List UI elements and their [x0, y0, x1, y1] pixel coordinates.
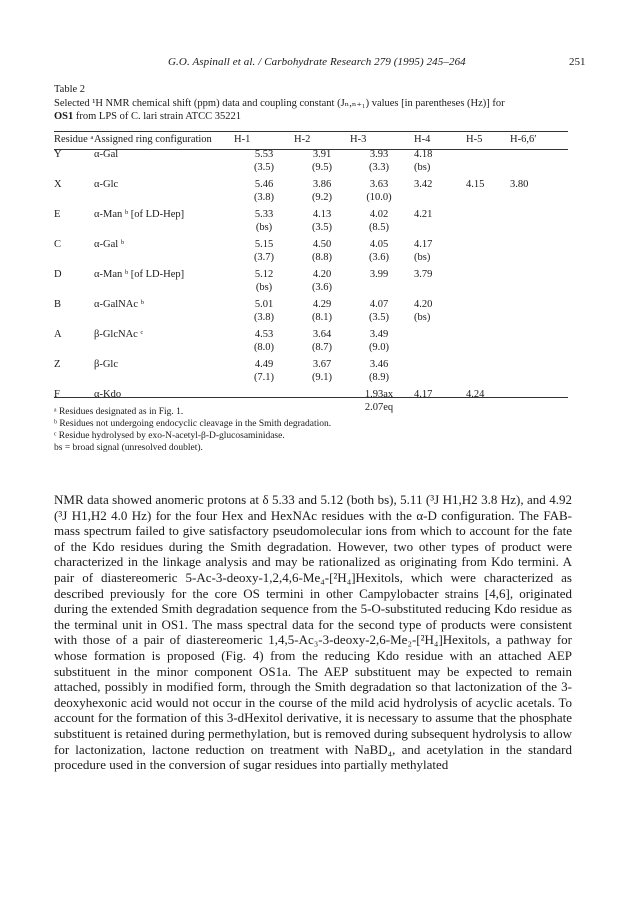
coupling-cell: [510, 222, 568, 235]
shift-cell: 5.33: [254, 209, 274, 220]
coupling-cell: [408, 222, 466, 235]
table-row-coupling: [54, 342, 568, 355]
residue-cell: A: [54, 329, 62, 340]
shift-cell: 3.93: [369, 149, 389, 160]
footnote: bs = broad signal (unresolved doublet).: [54, 443, 203, 453]
coupling-cell: [408, 192, 466, 205]
shift-cell: 4.18: [414, 149, 433, 160]
shift-cell: 3.42: [414, 179, 433, 190]
coupling-cell: [466, 162, 510, 175]
col-header: H-2: [294, 134, 311, 145]
coupling-cell: 2.07eq: [364, 401, 394, 413]
coupling-cell: (10.0): [366, 191, 392, 203]
coupling-cell: [408, 402, 466, 415]
body-text: [54, 492, 572, 773]
coupling-cell: (bs): [255, 281, 273, 293]
coupling-cell: (8.1): [311, 311, 333, 323]
empty-cell: [54, 162, 94, 175]
coupling-cell: (3.8): [253, 311, 275, 323]
config-cell: α-Man ᵇ [of LD-Hep]: [94, 209, 185, 220]
coupling-cell: [510, 192, 568, 205]
config-cell: α-Kdo: [94, 389, 122, 400]
shift-cell: [466, 329, 510, 342]
coupling-cell: (3.6): [311, 281, 333, 293]
shift-cell: 3.64: [312, 329, 332, 340]
shift-cell: [466, 209, 510, 222]
table-row: [54, 269, 568, 282]
footnote: ᶜ Residue hydrolysed by exo-N-acetyl-β-D-glucosaminidase.: [54, 431, 285, 441]
col-header: H-3: [350, 134, 367, 145]
shift-cell: 4.17: [414, 389, 433, 400]
coupling-cell: [510, 252, 568, 265]
coupling-cell: (9.2): [311, 191, 333, 203]
table-bottom-rule: [54, 397, 568, 398]
shift-cell: [510, 209, 568, 222]
empty-cell: [94, 282, 234, 295]
coupling-cell: (8.5): [368, 221, 390, 233]
table-caption-bold: OS1: [54, 111, 74, 122]
shift-cell: [510, 299, 568, 312]
coupling-cell: (3.7): [253, 251, 275, 263]
empty-cell: [94, 312, 234, 325]
coupling-cell: (8.9): [368, 371, 390, 383]
shift-cell: 1.93ax: [364, 389, 394, 400]
shift-cell: 3.91: [312, 149, 332, 160]
coupling-cell: (bs): [414, 251, 431, 263]
empty-cell: [94, 342, 234, 355]
shift-cell: [294, 389, 350, 402]
table-row: [54, 329, 568, 342]
residue-cell: Y: [54, 149, 62, 160]
table-label: Table 2: [54, 84, 86, 95]
shift-cell: [510, 389, 568, 402]
col-header: H-6,6′: [510, 134, 537, 145]
coupling-cell: [466, 282, 510, 295]
shift-cell: 4.53: [254, 329, 274, 340]
running-title: G.O. Aspinall et al. / Carbohydrate Research 279 (1995) 245–264: [168, 56, 466, 68]
coupling-cell: (3.3): [368, 161, 390, 173]
shift-cell: 3.80: [510, 179, 529, 190]
shift-cell: [466, 149, 510, 162]
shift-cell: 4.02: [369, 209, 389, 220]
coupling-cell: (3.5): [368, 311, 390, 323]
shift-cell: 4.20: [414, 299, 433, 310]
table-row: [54, 149, 568, 162]
table-row-coupling: [54, 222, 568, 235]
table-row-coupling: [54, 192, 568, 205]
empty-cell: [54, 372, 94, 385]
shift-cell: 3.86: [312, 179, 332, 190]
empty-cell: [94, 192, 234, 205]
residue-cell: B: [54, 299, 62, 310]
empty-cell: [54, 222, 94, 235]
residue-cell: E: [54, 209, 61, 220]
coupling-cell: (8.8): [311, 251, 333, 263]
table-top-rule: [54, 131, 568, 132]
coupling-cell: (8.0): [253, 341, 275, 353]
shift-cell: 5.12: [254, 269, 274, 280]
col-header: H-5: [466, 134, 483, 145]
shift-cell: [466, 239, 510, 252]
shift-cell: 4.05: [369, 239, 389, 250]
empty-cell: [54, 252, 94, 265]
shift-cell: [408, 329, 466, 342]
coupling-cell: [466, 192, 510, 205]
shift-cell: 4.24: [466, 389, 485, 400]
shift-cell: 5.53: [254, 149, 274, 160]
shift-cell: [510, 269, 568, 282]
coupling-cell: (3.8): [253, 191, 275, 203]
shift-cell: 4.15: [466, 179, 485, 190]
table-row: [54, 299, 568, 312]
coupling-cell: [510, 342, 568, 355]
shift-cell: 3.63: [369, 179, 389, 190]
table-caption-line1: Selected ¹H NMR chemical shift (ppm) data and coupling constant (Jₙ,ₙ₊₁) values [in parentheses (Hz)] for: [54, 98, 505, 109]
shift-cell: 4.21: [414, 209, 433, 220]
coupling-cell: (3.5): [311, 221, 333, 233]
nmr-data-table: [54, 133, 568, 414]
col-header: Assigned ring configuration: [94, 134, 212, 145]
table-row-coupling: [54, 252, 568, 265]
coupling-cell: (9.0): [368, 341, 390, 353]
shift-cell: [510, 329, 568, 342]
coupling-cell: [466, 372, 510, 385]
coupling-cell: [510, 372, 568, 385]
coupling-cell: (bs): [255, 221, 273, 233]
config-cell: α-Gal: [94, 149, 119, 160]
empty-cell: [94, 252, 234, 265]
shift-cell: 3.79: [414, 269, 433, 280]
config-cell: β-GlcNAc ᶜ: [94, 329, 144, 340]
empty-cell: [54, 312, 94, 325]
shift-cell: [466, 359, 510, 372]
table-row: [54, 389, 568, 402]
table-caption-rest: from LPS of C. lari strain ATCC 35221: [73, 111, 241, 122]
shift-cell: 5.01: [254, 299, 274, 310]
table-caption-line2: [54, 110, 574, 123]
shift-cell: 5.46: [254, 179, 274, 190]
empty-cell: [54, 282, 94, 295]
body-paragraph: NMR data showed anomeric protons at δ 5.33 and 5.12 (both bs), 5.11 (³J H1,H2 3.8 Hz), and 4.92 (³J H1,H2 4.0 Hz) for the four Hex and HexNAc residues with the α-D configuration. The FAB-mass spectrum failed to give satisfactory pseudomolecular ions from which to account for the fate of the Kdo residues during the Smith degradation. However, two other types of product were characterized in the linkage analysis and may be rationalized as originating from Kdo termini. A pair of diastereomeric 5-Ac-3-deoxy-1,2,4,6-Me₄-[²H₄]Hexitols, which were characterized as described previously for the core OS termini in other Campylobacter strains [4,6], originated during the extended Smith degradation sequence from the 5-O-substituted reducing Kdo residue as the terminal unit in OS1. The mass spectral data for the second type of products were consistent with those of a pair of diastereomeric 1,4,5-Ac₃-3-deoxy-2,6-Me₂-[²H₄]Hexitols, a pathway for whose formation is proposed (Fig. 4) from the reducing Kdo residue with an attached AEP substituent in the minor component OS1a. The AEP substituent may be expected to remain attached, possibly in modified form, through the Smith degradation so that lactonization of the 3-deoxyhexonic acid would not occur in the course of the mild acid hydrolysis of acyclic acetals. To account for the formation of this 3-dHexitol derivative, it is necessary to assume that the phosphate substituent is retained during permethylation, but is removed during subsequent hydrolysis to allow for lactonization, lactone reduction on treatment with NaBD₄, and acetylation in the standard procedure used in the conversion of sugar residues into partially methylated: [54, 492, 572, 773]
table-caption: [54, 97, 574, 123]
footnote: ᵃ Residues designated as in Fig. 1.: [54, 407, 184, 417]
table-body: [54, 149, 568, 414]
table-row-coupling: [54, 312, 568, 325]
shift-cell: 4.29: [312, 299, 332, 310]
footnote: ᵇ Residues not undergoing endocyclic cleavage in the Smith degradation.: [54, 419, 332, 429]
table-row: [54, 179, 568, 192]
config-cell: α-Man ᵇ [of LD-Hep]: [94, 269, 185, 280]
table-header-row: [54, 133, 568, 149]
table-row-coupling: [54, 162, 568, 175]
table-row: [54, 239, 568, 252]
config-cell: α-Glc: [94, 179, 119, 190]
shift-cell: [510, 359, 568, 372]
table-row-coupling: [54, 282, 568, 295]
col-header: H-1: [234, 134, 251, 145]
table-row-coupling: [54, 372, 568, 385]
coupling-cell: (3.6): [368, 251, 390, 263]
coupling-cell: [408, 372, 466, 385]
shift-cell: 5.15: [254, 239, 274, 250]
shift-cell: 3.49: [369, 329, 389, 340]
shift-cell: [466, 269, 510, 282]
shift-cell: 4.49: [254, 359, 274, 370]
table-footnotes: [54, 406, 331, 454]
empty-cell: [54, 192, 94, 205]
shift-cell: 4.17: [414, 239, 433, 250]
coupling-cell: [466, 402, 510, 415]
coupling-cell: [466, 252, 510, 265]
coupling-cell: [408, 342, 466, 355]
empty-cell: [54, 342, 94, 355]
coupling-cell: (bs): [414, 161, 431, 173]
coupling-cell: (bs): [414, 311, 431, 323]
residue-cell: X: [54, 179, 62, 190]
coupling-cell: (8.7): [311, 341, 333, 353]
col-header: Residue ᵃ: [54, 134, 94, 145]
residue-cell: C: [54, 239, 62, 250]
table-row: [54, 209, 568, 222]
coupling-cell: [408, 282, 466, 295]
coupling-cell: [510, 282, 568, 295]
shift-cell: [234, 389, 294, 402]
table-row: [54, 359, 568, 372]
empty-cell: [94, 222, 234, 235]
residue-cell: F: [54, 389, 60, 400]
residue-cell: Z: [54, 359, 61, 370]
coupling-cell: [350, 282, 408, 295]
shift-cell: 4.07: [369, 299, 389, 310]
shift-cell: [466, 299, 510, 312]
config-cell: α-GalNAc ᵇ: [94, 299, 144, 310]
coupling-cell: [466, 222, 510, 235]
shift-cell: 3.99: [369, 269, 389, 280]
coupling-cell: [510, 402, 568, 415]
shift-cell: [408, 359, 466, 372]
coupling-cell: (7.1): [253, 371, 275, 383]
coupling-cell: (9.5): [311, 161, 333, 173]
page-number: 251: [569, 56, 586, 68]
shift-cell: 4.20: [312, 269, 332, 280]
coupling-cell: [466, 342, 510, 355]
coupling-cell: (3.5): [253, 161, 275, 173]
coupling-cell: [466, 312, 510, 325]
shift-cell: [510, 239, 568, 252]
empty-cell: [94, 162, 234, 175]
shift-cell: 4.13: [312, 209, 332, 220]
coupling-cell: [510, 162, 568, 175]
coupling-cell: (9.1): [311, 371, 333, 383]
empty-cell: [94, 372, 234, 385]
shift-cell: 3.67: [312, 359, 332, 370]
config-cell: β-Glc: [94, 359, 118, 370]
coupling-cell: [510, 312, 568, 325]
config-cell: α-Gal ᵇ: [94, 239, 125, 250]
shift-cell: 4.50: [312, 239, 332, 250]
shift-cell: [510, 149, 568, 162]
residue-cell: D: [54, 269, 62, 280]
col-header: H-4: [414, 134, 431, 145]
shift-cell: 3.46: [369, 359, 389, 370]
